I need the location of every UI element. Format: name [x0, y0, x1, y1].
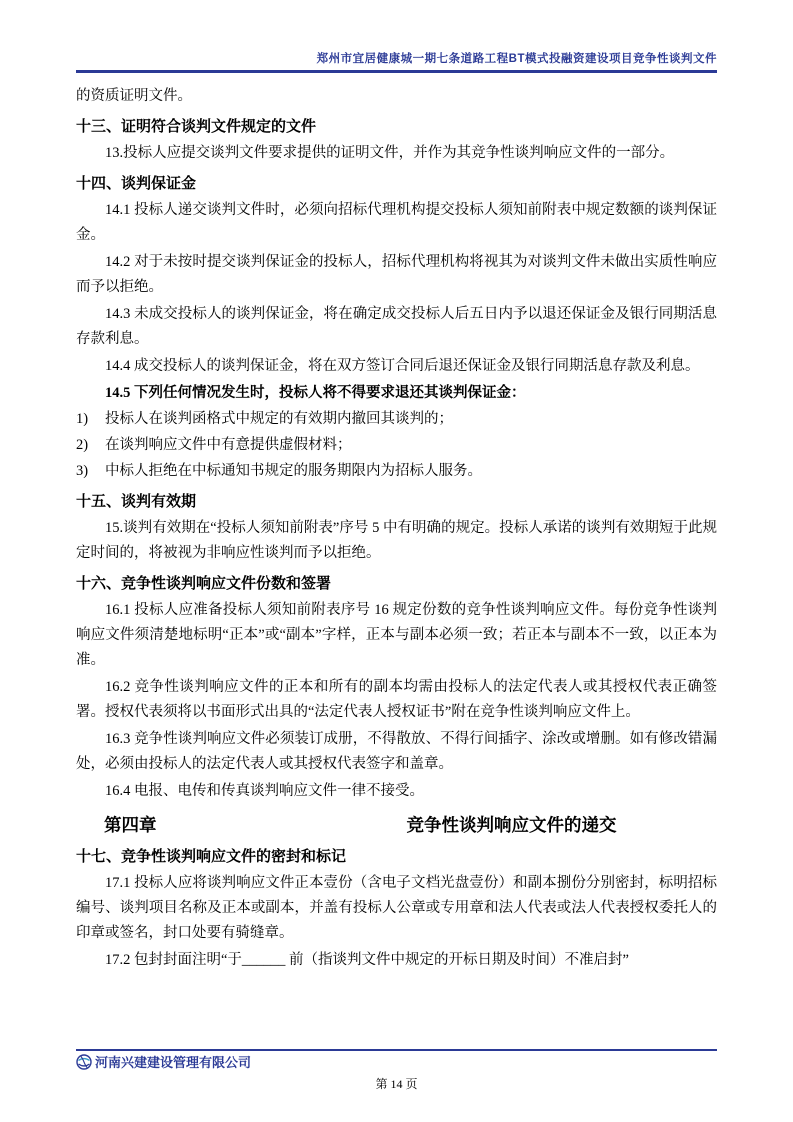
paragraph-17-2: 17.2 包封封面注明“于______ 前（指谈判文件中规定的开标日期及时间）不准启封”: [105, 952, 629, 968]
section-heading-14: 十四、谈判保证金: [76, 175, 197, 192]
company-name: 河南兴建建设管理有限公司: [95, 1055, 252, 1070]
paragraph-continuation: 的资质证明文件。: [76, 88, 192, 104]
list-item-number: 3): [76, 463, 89, 479]
paragraph-16-1: 16.1 投标人应准备投标人须知前附表序号 16 规定份数的竞争性谈判响应文件。每份竞争性谈判响应文件须清楚地标明“正本”或“副本”字样，正本与副本必须一致；若正本与副本不一致，以正本为准。: [76, 602, 717, 668]
document-content: [76, 73, 717, 1049]
section-heading-15: 十五、谈判有效期: [76, 493, 197, 510]
section-heading-16: 十六、竞争性谈判响应文件份数和签署: [76, 575, 332, 592]
page-number: 第 14 页: [375, 1077, 418, 1091]
section-heading-13: 十三、证明符合谈判文件规定的文件: [76, 118, 317, 135]
chapter-name: 竞争性谈判响应文件的递交: [406, 815, 617, 835]
company-logo-icon: [76, 1054, 92, 1070]
list-item-2: [76, 433, 717, 458]
chapter-title: [76, 811, 717, 839]
section-heading-17: 十七、竞争性谈判响应文件的密封和标记: [76, 848, 347, 865]
paragraph-14-3: 14.3 未成交投标人的谈判保证金，将在确定成交投标人后五日内予以退还保证金及银行同期活息存款利息。: [76, 306, 717, 347]
paragraph-15: 15.谈判有效期在“投标人须知前附表”序号 5 中有明确的规定。投标人承诺的谈判有效期短于此规定时间的，将被视为非响应性谈判而予以拒绝。: [76, 520, 717, 561]
list-item-number: 1): [76, 411, 89, 427]
list-item-text: 投标人在谈判函格式中规定的有效期内撤回其谈判的；: [105, 411, 453, 427]
chapter-number: 第四章: [104, 815, 157, 835]
page-header: [76, 50, 717, 73]
list-item-1: [76, 407, 717, 432]
paragraph-17-1: 17.1 投标人应将谈判响应文件正本壹份（含电子文档光盘壹份）和副本捌份分别密封，标明招标编号、谈判项目名称及正本或副本，并盖有投标人公章或专用章和法人代表或法人代表授权委托人的印章或签名，封口处要有骑缝章。: [76, 875, 717, 941]
paragraph-13: 13.投标人应提交谈判文件要求提供的证明文件，并作为其竞争性谈判响应文件的一部分。: [105, 145, 675, 161]
paragraph-16-4: 16.4 电报、电传和传真谈判响应文件一律不接受。: [105, 783, 424, 799]
list-item-text: 在谈判响应文件中有意提供虚假材料；: [105, 437, 352, 453]
footer-divider: [76, 1049, 717, 1051]
paragraph-14-1: 14.1 投标人递交谈判文件时，必须向招标代理机构提交投标人须知前附表中规定数额的谈判保证金。: [76, 202, 717, 243]
paragraph-16-2: 16.2 竞争性谈判响应文件的正本和所有的副本均需由投标人的法定代表人或其授权代表正确签署。授权代表须将以书面形式出具的“法定代表人授权证书”附在竞争性谈判响应文件上。: [76, 679, 717, 720]
paragraph-14-5: 14.5 下列任何情况发生时，投标人将不得要求退还其谈判保证金：: [105, 385, 526, 401]
document-title: 郑州市宜居健康城一期七条道路工程BT模式投融资建设项目竞争性谈判文件: [316, 53, 717, 65]
paragraph-14-4: 14.4 成交投标人的谈判保证金，将在双方签订合同后退还保证金及银行同期活息存款及利息。: [105, 358, 700, 374]
footer-company: [76, 1052, 717, 1071]
list-item-number: 2): [76, 437, 89, 453]
list-item-text: 中标人拒绝在中标通知书规定的服务期限内为招标人服务。: [105, 463, 482, 479]
paragraph-14-2: 14.2 对于未按时提交谈判保证金的投标人，招标代理机构将视其为对谈判文件未做出实质性响应而予以拒绝。: [76, 254, 717, 295]
page-footer: [76, 1049, 717, 1092]
list-item-3: [76, 459, 717, 484]
paragraph-16-3: 16.3 竞争性谈判响应文件必须装订成册，不得散放、不得行间插字、涂改或增删。如有修改错漏处，必须由投标人的法定代表人或其授权代表签字和盖章。: [76, 731, 717, 772]
